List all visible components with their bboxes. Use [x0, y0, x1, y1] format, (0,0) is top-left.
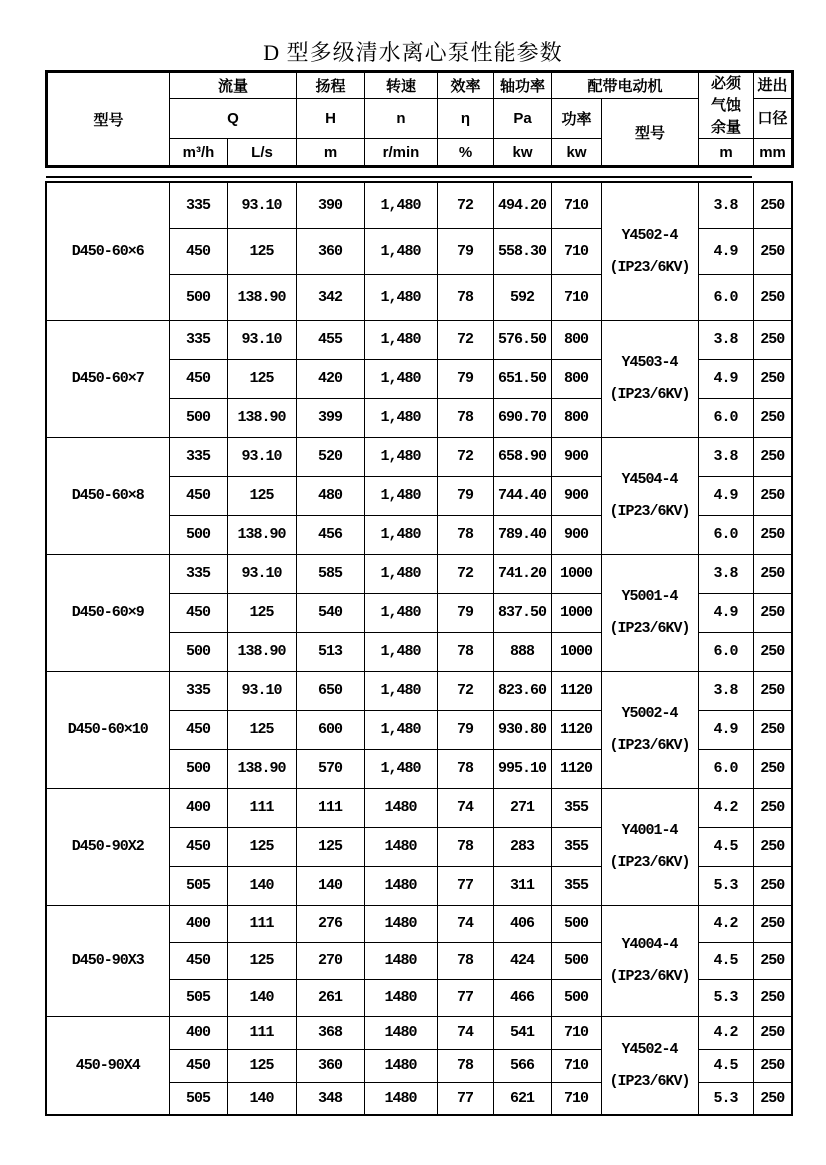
pump-table-body: [46, 182, 792, 1115]
head-cell: 520: [296, 437, 364, 476]
npsh-cell: 4.5: [698, 827, 753, 866]
speed-cell: 1,480: [364, 182, 437, 228]
diameter-cell: 250: [753, 1049, 792, 1082]
motor-model-header: 型号: [602, 99, 699, 167]
diameter-cell: 250: [753, 671, 792, 710]
motor-model-cell: [601, 905, 698, 1016]
shaft-power-cell: 576.50: [493, 320, 551, 359]
head-cell: 513: [296, 632, 364, 671]
col-header-model: 型号: [47, 72, 170, 167]
motor-model-name: Y4004-4: [621, 936, 678, 953]
flow-ls-cell: 140: [227, 1082, 296, 1115]
speed-cell: 1480: [364, 905, 437, 942]
flow-m3h-cell: 335: [169, 320, 227, 359]
efficiency-cell: 78: [437, 274, 493, 320]
efficiency-cell: 74: [437, 788, 493, 827]
shaft-power-cell: 406: [493, 905, 551, 942]
motor-power-cell: 710: [551, 1016, 601, 1049]
shaft-power-cell: 995.10: [493, 749, 551, 788]
inlet-outlet-unit: mm: [754, 139, 793, 167]
motor-model-name: Y4502-4: [621, 226, 678, 244]
speed-cell: 1,480: [364, 274, 437, 320]
motor-power-cell: 1000: [551, 554, 601, 593]
shaft-power-cell: 621: [493, 1082, 551, 1115]
efficiency-cell: 77: [437, 866, 493, 905]
flow-m3h-cell: 500: [169, 749, 227, 788]
flow-m3h-cell: 400: [169, 1016, 227, 1049]
shaft-power-cell: 541: [493, 1016, 551, 1049]
flow-ls-cell: 93.10: [227, 320, 296, 359]
diameter-cell: 250: [753, 710, 792, 749]
motor-power-cell: 800: [551, 398, 601, 437]
shaft-power-cell: 283: [493, 827, 551, 866]
efficiency-cell: 72: [437, 671, 493, 710]
efficiency-cell: 79: [437, 476, 493, 515]
flow-ls-cell: 140: [227, 866, 296, 905]
flow-m3h-cell: 450: [169, 593, 227, 632]
motor-power-cell: 800: [551, 359, 601, 398]
diameter-cell: 250: [753, 274, 792, 320]
flow-m3h-cell: 400: [169, 788, 227, 827]
speed-cell: 1480: [364, 788, 437, 827]
speed-unit: r/min: [365, 139, 438, 167]
efficiency-cell: 78: [437, 827, 493, 866]
flow-m3h-cell: 450: [169, 228, 227, 274]
motor-power-cell: 1120: [551, 671, 601, 710]
motor-power-cell: 710: [551, 182, 601, 228]
shaft-power-cell: 690.70: [493, 398, 551, 437]
diameter-cell: 250: [753, 749, 792, 788]
flow-ls-cell: 111: [227, 905, 296, 942]
head-cell: 261: [296, 979, 364, 1016]
speed-cell: 1,480: [364, 632, 437, 671]
head-cell: 390: [296, 182, 364, 228]
diameter-cell: 250: [753, 554, 792, 593]
npsh-cell: 4.9: [698, 228, 753, 274]
efficiency-cell: 78: [437, 942, 493, 979]
pump-data-row: [46, 320, 792, 359]
npsh-cell: 4.9: [698, 593, 753, 632]
flow-ls-cell: 93.10: [227, 437, 296, 476]
npsh-cell: 6.0: [698, 515, 753, 554]
flow-m3h-cell: 335: [169, 554, 227, 593]
npsh-cell: 5.3: [698, 1082, 753, 1115]
flow-unit-m3h: m³/h: [170, 139, 228, 167]
diameter-cell: 250: [753, 827, 792, 866]
head-cell: 360: [296, 1049, 364, 1082]
motor-protection-rating: (IP23/6KV): [609, 854, 690, 871]
flow-ls-cell: 93.10: [227, 554, 296, 593]
head-cell: 348: [296, 1082, 364, 1115]
motor-model-name: Y5001-4: [621, 588, 678, 605]
motor-protection-rating: (IP23/6KV): [609, 258, 690, 276]
head-cell: 650: [296, 671, 364, 710]
shaft-power-cell: 930.80: [493, 710, 551, 749]
motor-power-cell: 500: [551, 979, 601, 1016]
motor-model-cell: [601, 554, 698, 671]
shaft-power-cell: 271: [493, 788, 551, 827]
motor-model-name: Y4001-4: [621, 822, 678, 839]
motor-model-cell: [601, 671, 698, 788]
motor-model-cell: [601, 788, 698, 905]
npsh-cell: 4.9: [698, 476, 753, 515]
npsh-cell: 4.9: [698, 359, 753, 398]
head-unit: m: [297, 139, 365, 167]
flow-m3h-cell: 450: [169, 710, 227, 749]
shaft-power-cell: 494.20: [493, 182, 551, 228]
motor-protection-rating: (IP23/6KV): [609, 503, 690, 520]
motor-model-cell: [601, 182, 698, 320]
flow-m3h-cell: 450: [169, 827, 227, 866]
motor-model-name: Y4503-4: [621, 354, 678, 371]
col-header-inlet-outlet-bottom: 口径: [754, 99, 793, 139]
pump-model-cell: D450-60×8: [46, 437, 169, 554]
motor-model-name: Y4502-4: [621, 1040, 678, 1058]
flow-ls-cell: 93.10: [227, 182, 296, 228]
shaft-power-cell: 837.50: [493, 593, 551, 632]
motor-power-cell: 1120: [551, 749, 601, 788]
motor-model-cell: [601, 437, 698, 554]
flow-m3h-cell: 450: [169, 1049, 227, 1082]
motor-power-cell: 1000: [551, 593, 601, 632]
diameter-cell: 250: [753, 359, 792, 398]
motor-power-cell: 355: [551, 866, 601, 905]
col-header-efficiency: 效率: [438, 72, 494, 99]
pump-data-row: [46, 1016, 792, 1049]
speed-cell: 1,480: [364, 320, 437, 359]
col-header-flow: 流量: [170, 72, 297, 99]
flow-ls-cell: 111: [227, 788, 296, 827]
speed-cell: 1,480: [364, 228, 437, 274]
efficiency-cell: 79: [437, 228, 493, 274]
motor-power-cell: 710: [551, 1049, 601, 1082]
diameter-cell: 250: [753, 788, 792, 827]
motor-protection-rating: (IP23/6KV): [609, 386, 690, 403]
motor-power-cell: 710: [551, 274, 601, 320]
flow-m3h-cell: 450: [169, 359, 227, 398]
efficiency-cell: 72: [437, 182, 493, 228]
diameter-cell: 250: [753, 182, 792, 228]
diameter-cell: 250: [753, 437, 792, 476]
head-cell: 125: [296, 827, 364, 866]
diameter-cell: 250: [753, 228, 792, 274]
flow-m3h-cell: 500: [169, 274, 227, 320]
motor-model-cell: [601, 1016, 698, 1115]
flow-ls-cell: 111: [227, 1016, 296, 1049]
shaft-power-cell: 651.50: [493, 359, 551, 398]
motor-protection-rating: (IP23/6KV): [609, 620, 690, 637]
efficiency-symbol: η: [438, 99, 494, 139]
diameter-cell: 250: [753, 632, 792, 671]
npsh-cell: 4.2: [698, 788, 753, 827]
diameter-cell: 250: [753, 942, 792, 979]
flow-ls-cell: 140: [227, 979, 296, 1016]
efficiency-cell: 78: [437, 632, 493, 671]
col-header-inlet-outlet-top: 进出: [754, 72, 793, 99]
pump-data-row: [46, 671, 792, 710]
shaft-power-cell: 424: [493, 942, 551, 979]
flow-ls-cell: 138.90: [227, 749, 296, 788]
npsh-cell: 3.8: [698, 437, 753, 476]
flow-m3h-cell: 500: [169, 398, 227, 437]
flow-m3h-cell: 335: [169, 671, 227, 710]
npsh-cell: 6.0: [698, 632, 753, 671]
motor-power-cell: 900: [551, 437, 601, 476]
flow-ls-cell: 138.90: [227, 515, 296, 554]
flow-m3h-cell: 400: [169, 905, 227, 942]
efficiency-cell: 78: [437, 515, 493, 554]
npsh-cell: 5.3: [698, 979, 753, 1016]
speed-cell: 1480: [364, 1082, 437, 1115]
npsh-cell: 3.8: [698, 182, 753, 228]
motor-power-cell: 800: [551, 320, 601, 359]
diameter-cell: 250: [753, 1016, 792, 1049]
npsh-cell: 4.9: [698, 710, 753, 749]
flow-symbol: Q: [170, 99, 297, 139]
flow-ls-cell: 125: [227, 827, 296, 866]
flow-m3h-cell: 335: [169, 437, 227, 476]
motor-power-cell: 500: [551, 905, 601, 942]
speed-cell: 1,480: [364, 437, 437, 476]
npsh-cell: 3.8: [698, 671, 753, 710]
head-cell: 570: [296, 749, 364, 788]
diameter-cell: 250: [753, 866, 792, 905]
shaft-power-cell: 658.90: [493, 437, 551, 476]
speed-cell: 1,480: [364, 515, 437, 554]
pump-model-cell: D450-60×9: [46, 554, 169, 671]
pump-data-row: [46, 788, 792, 827]
head-cell: 111: [296, 788, 364, 827]
col-header-npsh: 必须气蚀余量: [699, 72, 754, 139]
speed-cell: 1,480: [364, 554, 437, 593]
speed-cell: 1,480: [364, 359, 437, 398]
motor-protection-rating: (IP23/6KV): [609, 1072, 690, 1090]
npsh-cell: 4.5: [698, 942, 753, 979]
flow-ls-cell: 138.90: [227, 274, 296, 320]
head-cell: 600: [296, 710, 364, 749]
efficiency-cell: 72: [437, 554, 493, 593]
shaft-power-symbol: Pa: [494, 99, 552, 139]
speed-cell: 1480: [364, 866, 437, 905]
diameter-cell: 250: [753, 979, 792, 1016]
shaft-power-cell: 566: [493, 1049, 551, 1082]
motor-power-cell: 1000: [551, 632, 601, 671]
motor-model-cell: [601, 320, 698, 437]
shaft-power-cell: 744.40: [493, 476, 551, 515]
pump-model-cell: D450-90X2: [46, 788, 169, 905]
pump-data-row: [46, 554, 792, 593]
pump-model-cell: D450-90X3: [46, 905, 169, 1016]
flow-ls-cell: 125: [227, 942, 296, 979]
motor-power-cell: 355: [551, 788, 601, 827]
efficiency-cell: 78: [437, 749, 493, 788]
speed-cell: 1,480: [364, 749, 437, 788]
npsh-cell: 5.3: [698, 866, 753, 905]
head-cell: 276: [296, 905, 364, 942]
flow-ls-cell: 138.90: [227, 632, 296, 671]
efficiency-cell: 72: [437, 437, 493, 476]
data-table-container: [45, 181, 793, 1116]
efficiency-cell: 74: [437, 1016, 493, 1049]
head-cell: 456: [296, 515, 364, 554]
pump-data-row: [46, 905, 792, 942]
efficiency-cell: 78: [437, 398, 493, 437]
npsh-cell: 6.0: [698, 398, 753, 437]
head-cell: 585: [296, 554, 364, 593]
motor-power-unit: kw: [552, 139, 602, 167]
efficiency-cell: 72: [437, 320, 493, 359]
page-title: D 型多级清水离心泵性能参数: [263, 40, 563, 65]
npsh-cell: 3.8: [698, 320, 753, 359]
col-header-motor: 配带电动机: [552, 72, 699, 99]
shaft-power-cell: 888: [493, 632, 551, 671]
pump-data-row: [46, 182, 792, 228]
diameter-cell: 250: [753, 476, 792, 515]
col-header-head: 扬程: [297, 72, 365, 99]
col-header-speed: 转速: [365, 72, 438, 99]
head-cell: 140: [296, 866, 364, 905]
shaft-power-cell: 592: [493, 274, 551, 320]
efficiency-cell: 79: [437, 710, 493, 749]
motor-power-cell: 900: [551, 476, 601, 515]
head-cell: 368: [296, 1016, 364, 1049]
motor-power-cell: 710: [551, 228, 601, 274]
motor-protection-rating: (IP23/6KV): [609, 737, 690, 754]
efficiency-cell: 74: [437, 905, 493, 942]
pump-model-cell: D450-60×6: [46, 182, 169, 320]
flow-unit-ls: L/s: [228, 139, 297, 167]
col-header-shaft-power: 轴功率: [494, 72, 552, 99]
shaft-power-cell: 789.40: [493, 515, 551, 554]
npsh-cell: 4.2: [698, 1016, 753, 1049]
pump-model-cell: D450-60×10: [46, 671, 169, 788]
motor-model-name: Y4504-4: [621, 471, 678, 488]
diameter-cell: 250: [753, 905, 792, 942]
flow-m3h-cell: 450: [169, 942, 227, 979]
pump-data-row: [46, 437, 792, 476]
npsh-cell: 6.0: [698, 274, 753, 320]
efficiency-cell: 78: [437, 1049, 493, 1082]
speed-cell: 1480: [364, 827, 437, 866]
npsh-cell: 4.2: [698, 905, 753, 942]
head-cell: 270: [296, 942, 364, 979]
head-cell: 399: [296, 398, 364, 437]
flow-ls-cell: 93.10: [227, 671, 296, 710]
efficiency-cell: 77: [437, 979, 493, 1016]
shaft-power-cell: 823.60: [493, 671, 551, 710]
flow-ls-cell: 125: [227, 593, 296, 632]
npsh-cell: 6.0: [698, 749, 753, 788]
npsh-cell: 3.8: [698, 554, 753, 593]
npsh-unit: m: [699, 139, 754, 167]
head-cell: 540: [296, 593, 364, 632]
diameter-cell: 250: [753, 398, 792, 437]
head-symbol: H: [297, 99, 365, 139]
shaft-power-unit: kw: [494, 139, 552, 167]
diameter-cell: 250: [753, 320, 792, 359]
speed-cell: 1480: [364, 1049, 437, 1082]
speed-cell: 1480: [364, 979, 437, 1016]
speed-symbol: n: [365, 99, 438, 139]
pump-data-table: [45, 181, 793, 1116]
motor-power-cell: 900: [551, 515, 601, 554]
diameter-cell: 250: [753, 593, 792, 632]
efficiency-unit: %: [438, 139, 494, 167]
motor-model-name: Y5002-4: [621, 705, 678, 722]
flow-m3h-cell: 500: [169, 515, 227, 554]
speed-cell: 1,480: [364, 476, 437, 515]
speed-cell: 1480: [364, 942, 437, 979]
head-cell: 420: [296, 359, 364, 398]
flow-m3h-cell: 335: [169, 182, 227, 228]
pump-model-cell: D450-60×7: [46, 320, 169, 437]
head-cell: 480: [296, 476, 364, 515]
flow-ls-cell: 138.90: [227, 398, 296, 437]
speed-cell: 1,480: [364, 671, 437, 710]
flow-m3h-cell: 505: [169, 1082, 227, 1115]
shaft-power-cell: 558.30: [493, 228, 551, 274]
efficiency-cell: 79: [437, 593, 493, 632]
motor-power-cell: 500: [551, 942, 601, 979]
head-cell: 455: [296, 320, 364, 359]
shaft-power-cell: 466: [493, 979, 551, 1016]
efficiency-cell: 77: [437, 1082, 493, 1115]
flow-ls-cell: 125: [227, 476, 296, 515]
diameter-cell: 250: [753, 1082, 792, 1115]
shaft-power-cell: 741.20: [493, 554, 551, 593]
head-cell: 360: [296, 228, 364, 274]
motor-power-cell: 710: [551, 1082, 601, 1115]
speed-cell: 1,480: [364, 398, 437, 437]
diameter-cell: 250: [753, 515, 792, 554]
flow-ls-cell: 125: [227, 359, 296, 398]
speed-cell: 1,480: [364, 710, 437, 749]
npsh-cell: 4.5: [698, 1049, 753, 1082]
speed-cell: 1480: [364, 1016, 437, 1049]
head-cell: 342: [296, 274, 364, 320]
shaft-power-cell: 311: [493, 866, 551, 905]
flow-m3h-cell: 505: [169, 979, 227, 1016]
header-table: [45, 70, 794, 168]
motor-power-cell: 1120: [551, 710, 601, 749]
flow-ls-cell: 125: [227, 228, 296, 274]
flow-ls-cell: 125: [227, 1049, 296, 1082]
motor-protection-rating: (IP23/6KV): [609, 968, 690, 985]
flow-m3h-cell: 450: [169, 476, 227, 515]
flow-m3h-cell: 505: [169, 866, 227, 905]
speed-cell: 1,480: [364, 593, 437, 632]
motor-power-header: 功率: [552, 99, 602, 139]
flow-ls-cell: 125: [227, 710, 296, 749]
pump-model-cell: 450-90X4: [46, 1016, 169, 1115]
efficiency-cell: 79: [437, 359, 493, 398]
motor-power-cell: 355: [551, 827, 601, 866]
flow-m3h-cell: 500: [169, 632, 227, 671]
